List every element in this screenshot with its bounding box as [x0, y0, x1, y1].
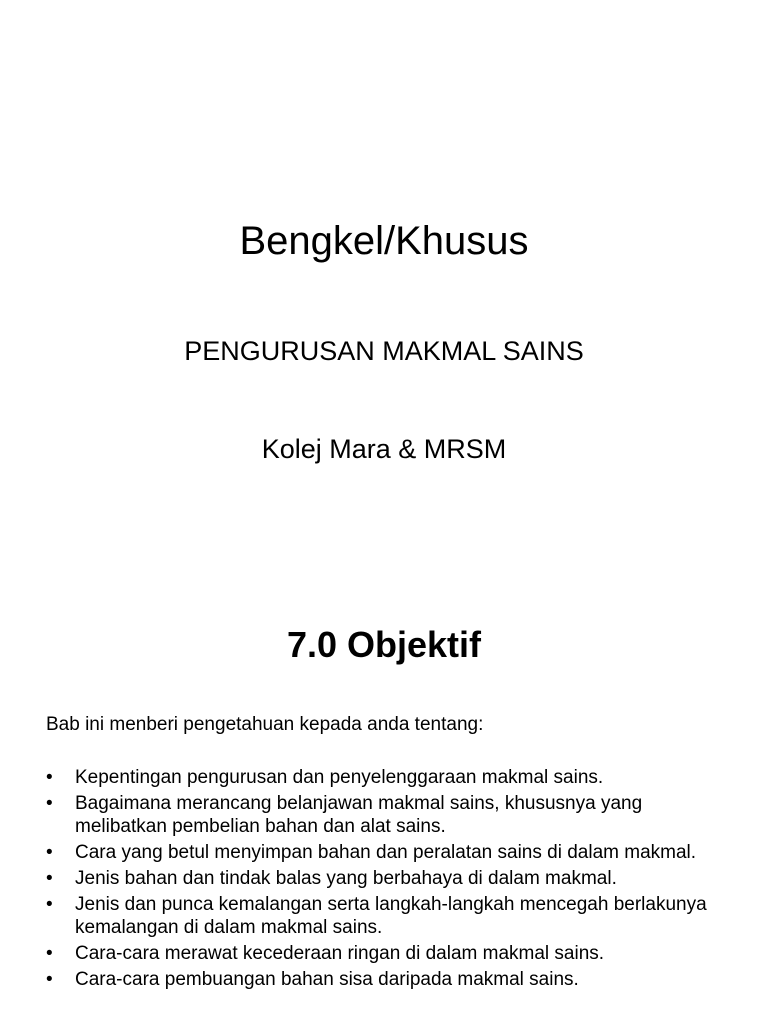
list-item — [46, 942, 736, 965]
slide-organization: Kolej Mara & MRSM — [261, 434, 507, 464]
objectives-list — [46, 766, 736, 994]
list-item — [46, 893, 736, 939]
list-item-text: Cara yang betul menyimpan bahan dan peralatan sains di dalam makmal. — [75, 842, 697, 863]
bullet-icon: • — [46, 842, 53, 863]
list-item — [46, 968, 736, 991]
slide-subtitle: PENGURUSAN MAKMAL SAINS — [184, 336, 584, 366]
slide-title-heading: Bengkel/Khusus — [239, 219, 529, 263]
list-item — [46, 792, 736, 838]
list-item-text: Jenis dan punca kemalangan serta langkah-langkah mencegah berlakunya kemalangan di dalam makmal sains. — [75, 894, 707, 938]
slide-objectives — [0, 576, 768, 1024]
list-item — [46, 841, 736, 864]
objectives-heading: 7.0 Objektif — [286, 624, 482, 665]
list-item-text: Bagaimana merancang belanjawan makmal sains, khususnya yang melibatkan pembelian bahan dan alat sains. — [75, 793, 643, 837]
list-item — [46, 766, 736, 789]
bullet-icon: • — [46, 894, 53, 915]
bullet-icon: • — [46, 793, 53, 814]
bullet-icon: • — [46, 943, 53, 964]
bullet-icon: • — [46, 969, 53, 990]
objectives-intro: Bab ini menberi pengetahuan kepada anda tentang: — [46, 714, 484, 735]
list-item-text: Jenis bahan dan tindak balas yang berbahaya di dalam makmal. — [75, 868, 617, 889]
list-item-text: Cara-cara pembuangan bahan sisa daripada makmal sains. — [75, 969, 579, 990]
list-item — [46, 867, 736, 890]
bullet-icon: • — [46, 767, 53, 788]
bullet-icon: • — [46, 868, 53, 889]
list-item-text: Cara-cara merawat kecederaan ringan di dalam makmal sains. — [75, 943, 605, 964]
list-item-text: Kepentingan pengurusan dan penyelenggaraan makmal sains. — [75, 767, 604, 788]
